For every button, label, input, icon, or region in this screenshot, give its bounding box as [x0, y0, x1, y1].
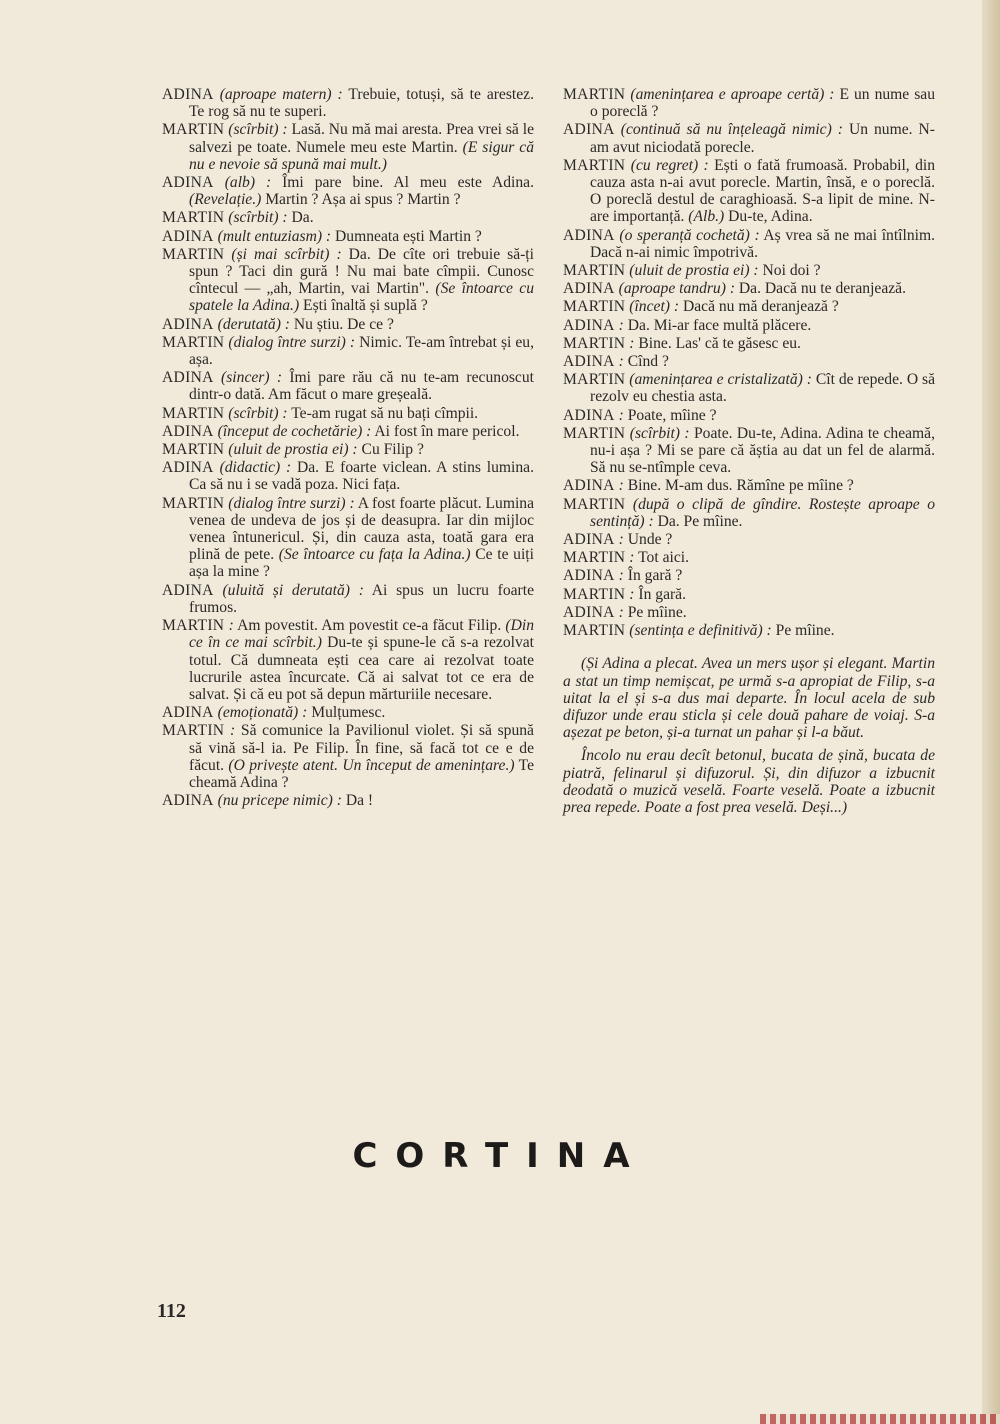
dialogue-text: Te-am rugat să nu bați cîmpii. [287, 404, 479, 422]
dialogue-line [563, 425, 935, 477]
page-edge [982, 0, 1000, 1424]
speaker-name: MARTIN [563, 495, 626, 513]
dialogue-text: Ești o fată frumoasă. Probabil, din cauza asta n-ai avut porecle. Martin, însă, e o poreclă. O poreclă destul de caraghioasă. S-a lipit de mine. N-are importanță. [590, 156, 935, 226]
dialogue-line [563, 477, 935, 494]
stage-direction-inline: : [618, 316, 624, 334]
dialogue-line [162, 704, 534, 721]
speaker-name: MARTIN [162, 333, 225, 351]
stage-direction-inline: (dialog între surzi) : [228, 494, 355, 512]
dialogue-line [162, 722, 534, 791]
stage-direction-inline: (uluită și derutată) : [222, 581, 364, 599]
stage-direction-inline: (sincer) : [221, 369, 283, 387]
stage-direction-inline: (uluit de prostia ei) : [629, 262, 759, 280]
stage-direction-inline: : [629, 549, 635, 567]
stage-direction: Încolo nu erau decît betonul, bucata de șină, bucata de piatră, felinarul și difuzorul. Și, din difuzor a izbucnit deodată o muzică veselă. Foarte veselă. Poate a izbucnit prea repede. Poate a fost prea veselă. Deși...) [563, 747, 935, 816]
stage-direction-inline: (E sigur că nu e nevoie să spună mai mult.) [189, 138, 535, 173]
speaker-name: ADINA [563, 531, 615, 549]
dialogue-line [563, 371, 935, 405]
speaker-name: ADINA [162, 581, 214, 599]
stage-direction-inline: (Alb.) [688, 208, 725, 226]
dialogue-text: Te cheamă Adina ? [189, 756, 534, 791]
dialogue-text: Dacă nu mă deranjează ? [679, 298, 839, 316]
speaker-name: MARTIN [563, 622, 626, 640]
stage-direction-inline: (nu pricepe nimic) : [217, 792, 342, 810]
dialogue-line [563, 157, 935, 226]
speaker-name: MARTIN [162, 245, 225, 263]
dialogue-line [563, 549, 935, 566]
speaker-name: MARTIN [162, 441, 225, 459]
dialogue-text: Ai fost în mare pericol. [371, 422, 520, 440]
stage-direction-inline: : [228, 617, 234, 635]
dialogue-line [162, 495, 534, 581]
dialogue-line [563, 121, 935, 155]
speaker-name: MARTIN [563, 156, 626, 174]
dialogue-line [162, 316, 534, 333]
right-column [563, 86, 935, 816]
dialogue-text: Pe mîine. [623, 603, 687, 621]
stage-direction-inline: (continuă să nu înțeleagă nimic) : [620, 121, 843, 139]
speaker-name: ADINA [563, 316, 615, 334]
stage-direction-inline: (după o clipă de gîndire. Rostește aproape o sentință) : [590, 495, 936, 530]
stage-direction-inline: (cu regret) : [630, 156, 709, 174]
dialogue-line [563, 86, 935, 120]
dialogue-text: Dumneata ești Martin ? [331, 227, 482, 245]
dialogue-text: În gară. [634, 585, 687, 603]
dialogue-text: Poate, mîine ? [623, 406, 717, 424]
dialogue-text: Îmi pare bine. Al meu este Adina. [271, 174, 534, 192]
speaker-name: ADINA [162, 86, 214, 103]
stage-direction-inline: (Din ce în ce mai scîrbit.) [189, 617, 534, 652]
dialogue-text: Cu Filip ? [357, 441, 424, 459]
right-dialogue [563, 86, 935, 639]
dialogue-text: Lasă. Nu mă mai aresta. Prea vrei să le salvezi pe toate. Numele meu este Martin. [189, 121, 534, 156]
dialogue-line [162, 209, 534, 226]
dialogue-text: A fost foarte plăcut. Lumina venea de undeva de jos și de deasupra. Iar din mijloc venea întunericul. Și, din cauza asta, toată gara era plină de pete. [189, 494, 534, 564]
speaker-name: ADINA [162, 704, 214, 722]
speaker-name: ADINA [563, 353, 615, 371]
stage-direction-inline: : [618, 406, 624, 424]
speaker-name: ADINA [162, 792, 214, 810]
dialogue-text: Du-te și spune-le că s-a rezolvat totul. Că dumneata ești cea care ai rezolvat toate lucrurile astea încurcate. Că ai salvat tot ce era de salvat. Și că eu pot să depun mărturiile necesare. [189, 634, 534, 703]
dialogue-line [563, 567, 935, 584]
dialogue-line [563, 586, 935, 603]
dialogue-text: Da. E foarte viclean. A stins lumina. Ca să nu i se vadă poza. Nici fața. [189, 459, 534, 494]
stage-direction-inline: (mult entuziasm) : [217, 227, 332, 245]
dialogue-line [162, 369, 534, 403]
dialogue-text: Du-te, Adina. [724, 208, 813, 226]
dialogue-line [162, 228, 534, 245]
speaker-name: ADINA [563, 121, 615, 139]
dialogue-text: Trebuie, totuși, să te arestez. Te rog să nu te superi. [189, 86, 535, 121]
stage-direction-inline: : [618, 477, 624, 495]
dialogue-line [563, 227, 935, 261]
speaker-name: ADINA [563, 280, 615, 298]
page-number: 112 [157, 1300, 186, 1322]
stage-direction-inline: (Se întoarce cu fața la Adina.) [278, 546, 471, 564]
dialogue-text: Tot aici. [634, 549, 689, 567]
speaker-name: MARTIN [563, 262, 626, 280]
stage-direction-inline: : [618, 567, 624, 585]
stage-direction-inline: (aproape matern) : [219, 86, 343, 103]
speaker-name: ADINA [162, 422, 214, 440]
speaker-name: MARTIN [563, 371, 626, 389]
dialogue-text: Da. [287, 209, 314, 227]
dialogue-text: Ești înaltă și suplă ? [299, 297, 428, 315]
dialogue-line [162, 174, 534, 208]
dialogue-line [563, 298, 935, 315]
dialogue-text: Da. Pe mîine. [653, 512, 743, 530]
dialogue-text: Mulțumesc. [307, 704, 386, 722]
dialogue-line [563, 604, 935, 621]
dialogue-text: Pe mîine. [771, 622, 835, 640]
dialogue-text: În gară ? [623, 567, 683, 585]
dialogue-text: Nu știu. De ce ? [289, 315, 394, 333]
dialogue-line [162, 405, 534, 422]
stage-direction-inline: (Se întoarce cu spatele la Adina.) [189, 280, 534, 315]
binding-strip [760, 1414, 1000, 1424]
dialogue-text: Cît de repede. O să rezolv eu chestia asta. [590, 371, 935, 406]
speaker-name: ADINA [563, 406, 615, 424]
stage-direction-inline: : [618, 603, 624, 621]
stage-direction-inline: (dialog între surzi) : [228, 333, 356, 351]
stage-direction-inline: (derutată) : [217, 315, 290, 333]
speaker-name: MARTIN [563, 334, 626, 352]
dialogue-line [162, 246, 534, 315]
speaker-name: ADINA [563, 603, 615, 621]
dialogue-line [563, 262, 935, 279]
speaker-name: ADINA [162, 315, 214, 333]
speaker-name: MARTIN [563, 86, 626, 103]
dialogue-text: Unde ? [623, 531, 673, 549]
speaker-name: ADINA [162, 459, 214, 477]
stage-direction-inline: : [629, 334, 635, 352]
dialogue-line [563, 353, 935, 370]
stage-direction-inline: (o speranță cochetă) : [619, 226, 760, 244]
stage-direction-inline: (amenințarea e aproape certă) : [630, 86, 835, 103]
dialogue-line [563, 531, 935, 548]
dialogue-text: Cînd ? [623, 353, 669, 371]
speaker-name: MARTIN [563, 424, 626, 442]
dialogue-text: Martin ? Așa ai spus ? Martin ? [261, 191, 461, 209]
stage-direction-inline: (scîrbit) : [228, 209, 288, 227]
dialogue-line [162, 423, 534, 440]
stage-direction-inline: (scîrbit) : [228, 404, 288, 422]
speaker-name: MARTIN [162, 617, 225, 635]
curtain-title: CORTINA [352, 1136, 648, 1176]
stage-direction-inline: : [629, 585, 635, 603]
stage-direction-inline: (emoționată) : [217, 704, 308, 722]
stage-direction-inline: (și mai scîrbit) : [231, 245, 342, 263]
dialogue-line [563, 335, 935, 352]
dialogue-text: Da. De cîte ori trebuie să-ți spun ? Taci din gură ! Nu mai bate cîmpii. Cunosc cîntecul — „ah, Martin, vai Martin". [189, 245, 534, 298]
stage-direction-inline: : [230, 722, 236, 740]
dialogue-text: Bine. M-am dus. Rămîne pe mîine ? [623, 477, 854, 495]
dialogue-line [162, 121, 534, 173]
stage-direction-inline: (amenințarea e cristalizată) : [629, 371, 812, 389]
stage-direction-inline: (scîrbit) : [228, 121, 288, 139]
dialogue-line [563, 496, 935, 530]
speaker-name: MARTIN [162, 722, 225, 740]
dialogue-line [162, 792, 534, 809]
dialogue-line [162, 459, 534, 493]
stage-direction-inline: (încet) : [629, 298, 680, 316]
speaker-name: MARTIN [162, 209, 225, 227]
stage-direction-inline: (Revelație.) [189, 191, 262, 209]
stage-direction-inline: (uluit de prostia ei) : [228, 441, 358, 459]
speaker-name: MARTIN [563, 298, 626, 316]
stage-direction-inline: (O privește atent. Un început de amenințare.) [228, 756, 515, 774]
speaker-name: ADINA [563, 226, 615, 244]
dialogue-text: Nimic. Te-am întrebat și eu, așa. [189, 333, 534, 369]
dialogue-line [563, 622, 935, 639]
stage-direction: (Și Adina a plecat. Avea un mers ușor și elegant. Martin a stat un timp nemișcat, pe urmă s-a apropiat de Filip, s-a uitat la el și s-a dus mai departe. În locul acela de sub difuzor unde erau sticla și cele două pahare de voiaj. S-a așezat pe beton, și-a turnat un pahar și l-a băut. [563, 655, 935, 742]
dialogue-text: Poate. Du-te, Adina. Adina te cheamă, nu-i așa ? Mi se pare că ăștia au dat un fel de alarmă. Să nu se-ntîmple ceva. [590, 424, 935, 477]
stage-direction-inline: (alb) : [224, 174, 272, 192]
dialogue-text: E un nume sau o poreclă ? [590, 86, 935, 121]
dialogue-text: Bine. Las' că te găsesc eu. [634, 334, 801, 352]
dialogue-line [162, 617, 534, 703]
dialogue-text: Să comunice la Pavilionul violet. Și să spună să vină să-l ia. Pe Filip. În fine, să facă tot ce e de făcut. [189, 722, 534, 774]
dialogue-line [162, 86, 534, 120]
dialogue-text: Am povestit. Am povestit ce-a făcut Filip. [233, 617, 506, 635]
stage-direction-inline: : [618, 353, 624, 371]
speaker-name: MARTIN [162, 404, 225, 422]
dialogue-text: Noi doi ? [758, 262, 821, 280]
dialogue-text: Aș vrea să ne mai întîlnim. Dacă n-ai nimic împotrivă. [590, 226, 935, 261]
dialogue-text: Da. Mi-ar face multă plăcere. [623, 316, 812, 334]
speaker-name: MARTIN [563, 585, 626, 603]
stage-direction-inline: (scîrbit) : [629, 424, 690, 442]
speaker-name: ADINA [563, 567, 615, 585]
speaker-name: MARTIN [162, 121, 225, 139]
dialogue-text: Îmi pare rău că nu te-am recunoscut dintr-o dată. Am făcut o mare greșeală. [189, 369, 534, 404]
left-column [162, 86, 534, 810]
dialogue-line [563, 407, 935, 424]
speaker-name: ADINA [162, 227, 214, 245]
speaker-name: ADINA [162, 174, 214, 192]
dialogue-text: Ai spus un lucru foarte frumos. [189, 581, 534, 616]
dialogue-line [563, 280, 935, 297]
dialogue-line [563, 317, 935, 334]
dialogue-text: Un nume. N-am avut niciodată porecle. [590, 121, 935, 156]
stage-direction-inline: (aproape tandru) : [618, 280, 736, 298]
speaker-name: MARTIN [563, 549, 626, 567]
dialogue-text: Da ! [341, 792, 374, 810]
dialogue-text: Ce te uiți așa la mine ? [189, 546, 534, 581]
dialogue-line [162, 582, 534, 616]
dialogue-text: Da. Dacă nu te deranjează. [735, 280, 907, 298]
stage-direction-inline: (didactic) : [219, 459, 292, 477]
stage-direction-inline: : [618, 531, 624, 549]
dialogue-line [162, 441, 534, 458]
speaker-name: ADINA [162, 369, 214, 387]
dialogue-line [162, 334, 534, 368]
stage-direction-inline: (început de cochetărie) : [217, 422, 372, 440]
speaker-name: ADINA [563, 477, 615, 495]
stage-direction-inline: (sentința e definitivă) : [629, 622, 772, 640]
speaker-name: MARTIN [162, 494, 225, 512]
